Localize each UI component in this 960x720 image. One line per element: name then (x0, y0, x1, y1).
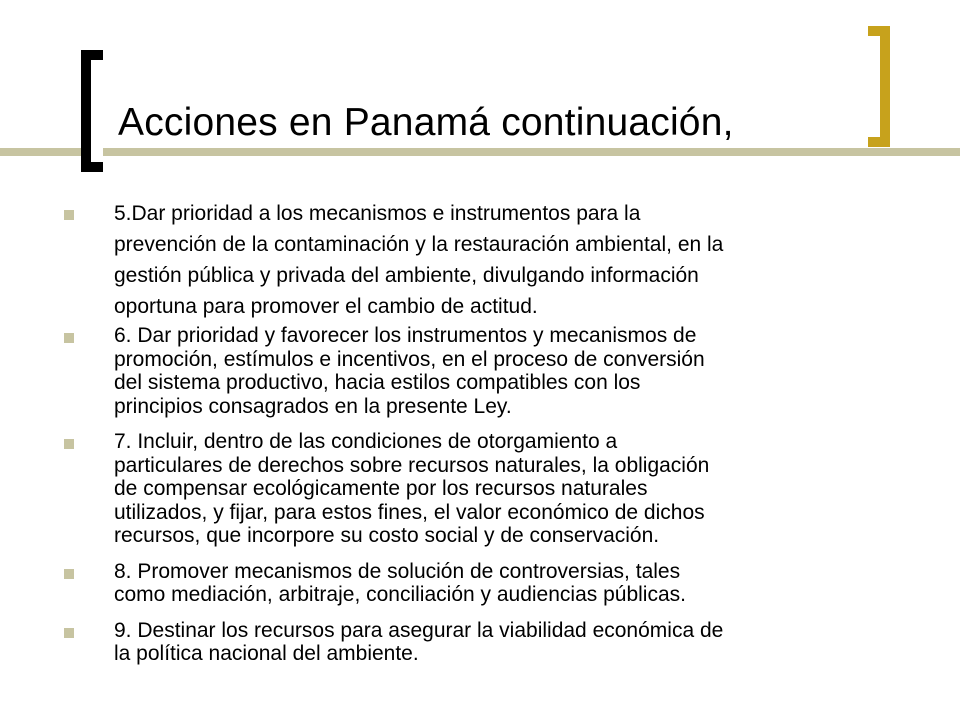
bullet-text-line: como mediación, arbitraje, conciliación y audiencias públicas. (114, 583, 686, 606)
square-bullet-icon (64, 439, 74, 449)
bullet-text-line: 5.Dar prioridad a los mecanismos e instrumentos para la (114, 202, 641, 225)
bullet-text-line: prevención de la contaminación y la restauración ambiental, en la (114, 233, 724, 256)
square-bullet-icon (64, 628, 74, 638)
bullet-text-line: promoción, estímulos e incentivos, en el proceso de conversión (114, 347, 705, 371)
slide-title: Acciones en Panamá continuación, (118, 101, 734, 144)
bullet-text-line: recursos, que incorpore su costo social y de conservación. (114, 524, 660, 547)
bullet-item (64, 619, 874, 666)
title-accent-line (0, 148, 960, 156)
bullet-text-line: la política nacional del ambiente. (114, 642, 419, 665)
square-bullet-icon (64, 210, 74, 220)
bullet-text-line: particulares de derechos sobre recursos naturales, la obligación (114, 453, 710, 477)
bullet-item (64, 324, 874, 418)
bullet-text-line: de compensar ecológicamente por los recursos naturales (114, 477, 648, 500)
bullet-text-line: 7. Incluir, dentro de las condiciones de otorgamiento a (114, 430, 618, 453)
bullet-text-line: principios consagrados en la presente Ley. (114, 394, 512, 418)
bullet-text-line: utilizados, y fijar, para estos fines, el valor económico de dichos (114, 500, 705, 524)
bullet-text-line: del sistema productivo, hacia estilos compatibles con los (114, 371, 641, 394)
bullet-item (64, 560, 874, 607)
bullet-list (64, 198, 874, 666)
bullet-text-line: gestión pública y privada del ambiente, divulgando información (114, 264, 699, 287)
bullet-item (64, 198, 874, 322)
bullet-item (64, 430, 874, 548)
bullet-text-line: 9. Destinar los recursos para asegurar la viabilidad económica de (114, 618, 724, 642)
left-bracket-decoration (81, 50, 103, 172)
right-bracket-decoration (868, 26, 890, 147)
bullet-text-line: 6. Dar prioridad y favorecer los instrumentos y mecanismos de (114, 324, 697, 347)
square-bullet-icon (64, 333, 74, 343)
bullet-text-line: oportuna para promover el cambio de actitud. (114, 295, 538, 318)
square-bullet-icon (64, 569, 74, 579)
bullet-text-line: 8. Promover mecanismos de solución de controversias, tales (114, 559, 681, 583)
